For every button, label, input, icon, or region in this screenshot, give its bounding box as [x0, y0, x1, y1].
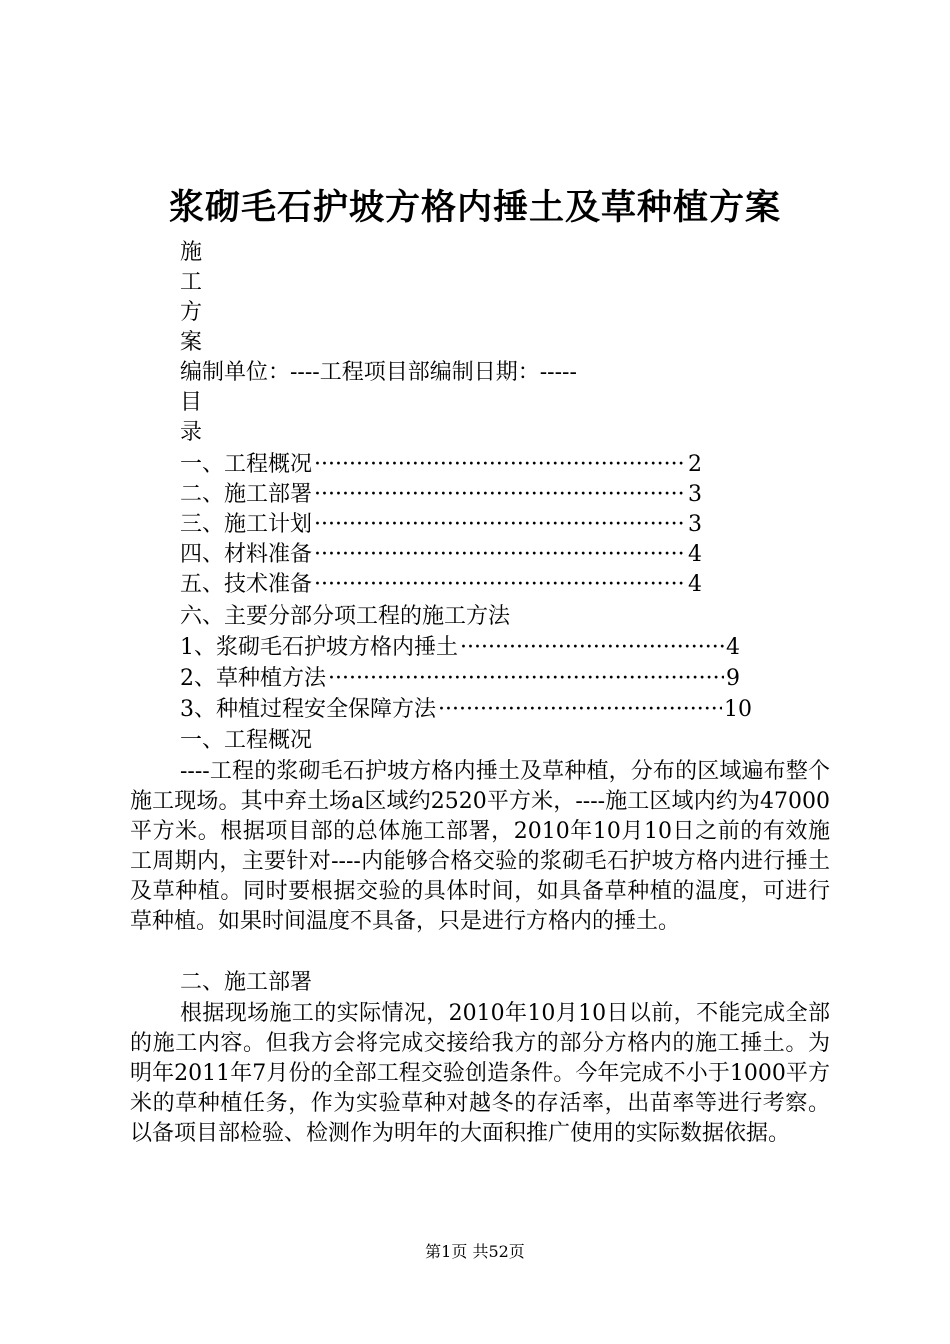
section-heading: 一、工程概况 — [180, 728, 313, 753]
toc-subentry-page: 9 — [726, 666, 740, 691]
toc-subentry-page: 4 — [726, 635, 740, 660]
cover-char-3: 方 — [180, 300, 203, 325]
toc-entry — [180, 450, 702, 480]
toc-entry-page: 2 — [688, 452, 702, 477]
toc-entry — [180, 570, 702, 600]
cover-char-4: 案 — [180, 330, 203, 355]
toc-entry — [180, 510, 702, 540]
toc-subentry — [180, 695, 752, 725]
toc-entry — [180, 480, 702, 510]
toc-entry-page: 3 — [688, 512, 702, 537]
toc-heading-char-1: 目 — [180, 390, 203, 415]
toc-subentry-label: 1、浆砌毛石护坡方格内捶土 — [180, 635, 458, 660]
toc-leader-dots — [314, 450, 686, 480]
toc-section-6: 六、主要分部分项工程的施工方法 — [180, 604, 511, 629]
toc-entry-label: 一、工程概况 — [180, 452, 313, 477]
toc-subentry-label: 3、种植过程安全保障方法 — [180, 697, 436, 722]
toc-leader-dots — [314, 570, 686, 600]
toc-leader-dots — [314, 480, 686, 510]
document-title: 浆砌毛石护坡方格内捶土及草种植方案 — [168, 187, 781, 228]
toc-heading-char-2: 录 — [180, 420, 203, 445]
toc-entry — [180, 540, 702, 570]
cover-char-2: 工 — [180, 270, 203, 295]
toc-entry-page: 4 — [688, 542, 702, 567]
toc-subentry — [180, 664, 740, 694]
toc-subentry-label: 2、草种植方法 — [180, 666, 326, 691]
toc-leader-dots — [314, 510, 686, 540]
toc-entry-label: 五、技术准备 — [180, 572, 313, 597]
meta-line: 编制单位：----工程项目部编制日期：----- — [180, 360, 577, 385]
toc-entry-page: 4 — [688, 572, 702, 597]
toc-entry-label: 三、施工计划 — [180, 512, 313, 537]
toc-leader-dots — [314, 540, 686, 570]
toc-entry-label: 二、施工部署 — [180, 482, 313, 507]
toc-subentry — [180, 633, 740, 663]
cover-char-1: 施 — [180, 240, 203, 265]
page-footer: 第1页 共52页 — [425, 1242, 525, 1261]
section-body: 根据现场施工的实际情况，2010年10月10日以前，不能完成全部的施工内容。但我方会将完成交接给我方的部分方格内的施工捶土。为明年2011年7月份的全部工程交验创造条件。今年完成不小于1000平方米的草种植任务，作为实验草种对越冬的存活率，出苗率等进行考察。以备项目部检验、检测作为明年的大面积推广使用的实际数据依据。 — [130, 1001, 830, 1146]
toc-leader-dots — [328, 664, 724, 694]
toc-entry-label: 四、材料准备 — [180, 542, 313, 567]
toc-entry-page: 3 — [688, 482, 702, 507]
toc-leader-dots — [460, 633, 724, 663]
section-body: ----工程的浆砌毛石护坡方格内捶土及草种植，分布的区域遍布整个施工现场。其中弃土场a区域约2520平方米，----施工区域内约为47000平方米。根据项目部的总体施工部署，2010年10月10日之前的有效施工周期内，主要针对----内能够合格交验的浆砌毛石护坡方格内进行捶土及草种植。同时要根据交验的具体时间，如具备草种植的温度，可进行草种植。如果时间温度不具备，只是进行方格内的捶土。 — [130, 759, 830, 934]
section-heading: 二、施工部署 — [180, 970, 313, 995]
toc-subentry-page: 10 — [724, 697, 752, 722]
toc-leader-dots — [438, 695, 722, 725]
